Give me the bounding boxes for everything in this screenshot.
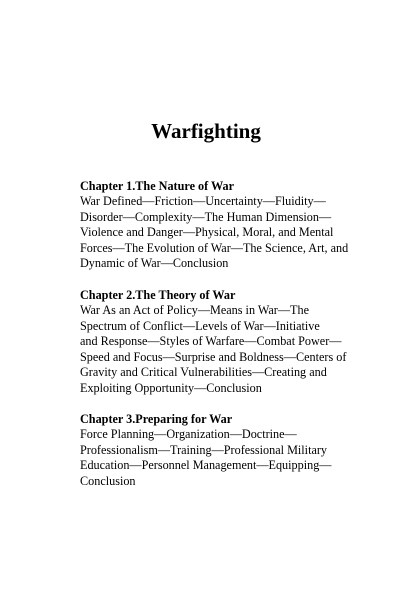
chapter-1-line: Disorder—Complexity—The Human Dimension— [80,209,332,224]
chapter-2-line: Spectrum of Conflict—Levels of War—Initiative [80,318,320,333]
chapter-2-line: and Response—Styles of Warfare—Combat Power— [80,334,342,348]
chapter-3-line: Professionalism—Training—Professional Military [80,442,328,457]
chapter-1-line: Violence and Danger—Physical, Moral, and Mental [80,225,334,239]
chapter-2-section [80,287,380,396]
chapter-1-line: Forces—The Evolution of War—The Science, Art, and [80,240,349,255]
chapter-2-line: Exploiting Opportunity—Conclusion [80,380,262,395]
chapter-2-line: Speed and Focus—Surprise and Boldness—Centers of [80,349,347,364]
chapter-3-heading: Chapter 3.Preparing for War [80,412,233,426]
chapter-1-section [80,178,380,272]
chapter-1-line: War Defined—Friction—Uncertainty—Fluidity— [80,194,326,208]
chapter-1-line: Dynamic of War—Conclusion [80,256,229,270]
chapter-2-heading: Chapter 2.The Theory of War [80,288,236,302]
chapter-1-heading: Chapter 1.The Nature of War [80,179,235,193]
chapter-2-line: Gravity and Critical Vulnerabilities—Creating and [80,365,327,379]
chapter-3-line: Force Planning—Organization—Doctrine— [80,427,297,441]
chapter-3-section [80,411,380,489]
chapter-2-line: War As an Act of Policy—Means in War—The [80,303,309,317]
chapter-3-line: Conclusion [80,473,136,488]
page-title: Warfighting [151,119,261,143]
chapter-3-line: Education—Personnel Management—Equipping— [80,458,332,472]
